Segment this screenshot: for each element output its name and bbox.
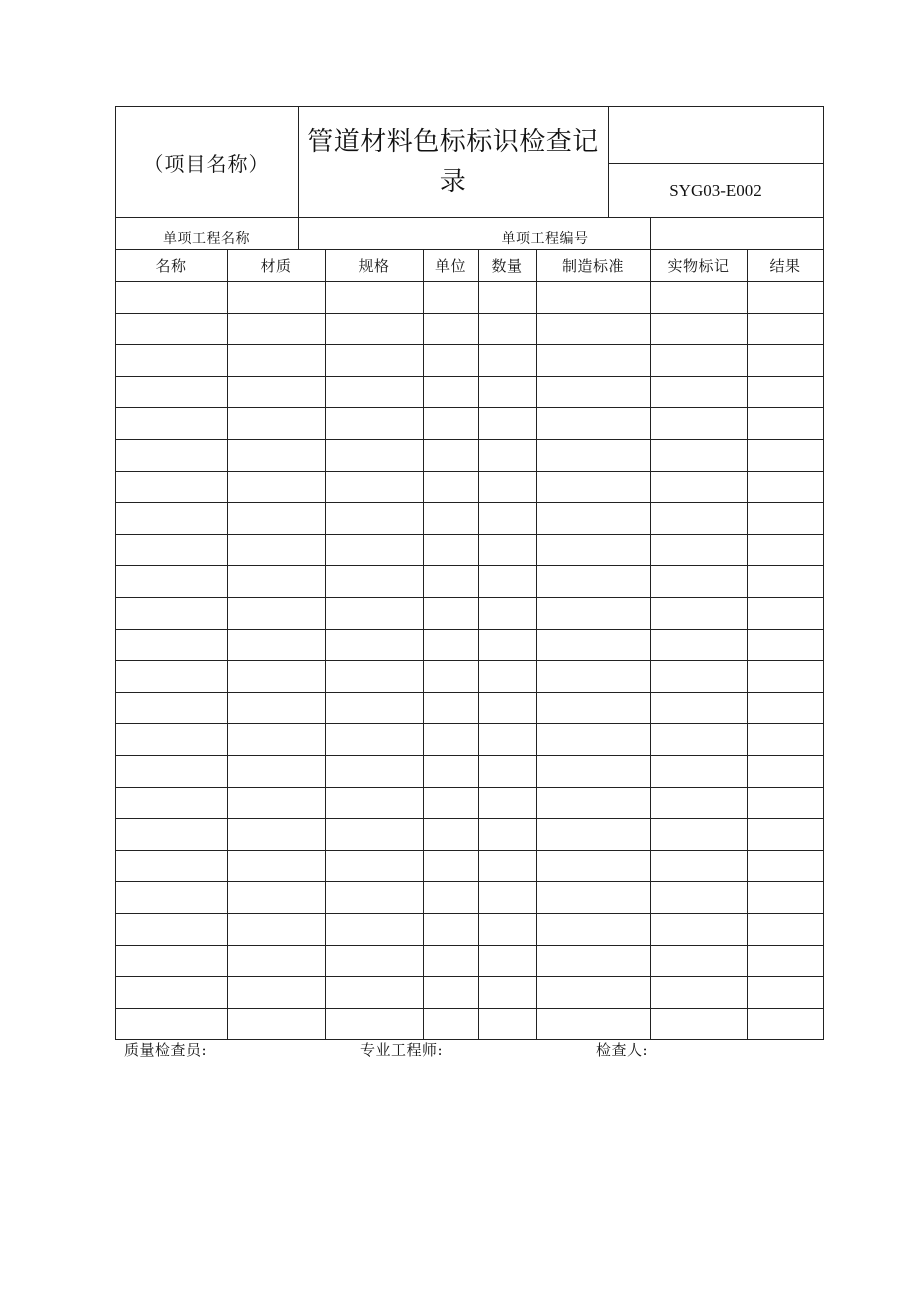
project-name: （项目名称）: [143, 151, 270, 176]
table-row: [115, 945, 823, 977]
document-title-line2: 录: [439, 167, 467, 197]
grid-line: [115, 439, 824, 440]
grid-line: [115, 850, 824, 851]
table-row: [115, 850, 823, 882]
grid-line: [115, 1039, 824, 1040]
grid-line: [115, 818, 824, 819]
grid-line: [115, 471, 824, 472]
column-header: 数量: [491, 256, 523, 275]
grid-line: [608, 163, 824, 164]
column-header: 单位: [434, 256, 466, 275]
table-row: [115, 313, 823, 345]
grid-line: [115, 281, 824, 282]
grid-line: [650, 217, 651, 250]
table-row: [115, 629, 823, 661]
document-title: [298, 107, 608, 217]
document-code: SYG03-E002: [669, 180, 762, 200]
grid-line: [115, 106, 824, 107]
grid-line: [115, 723, 824, 724]
grid-line: [115, 597, 824, 598]
column-header: 规格: [358, 256, 390, 275]
grid-line: [298, 106, 299, 250]
grid-line: [115, 565, 824, 566]
grid-line: [115, 660, 824, 661]
grid-line: [325, 249, 326, 1040]
grid-line: [115, 344, 824, 345]
subproject-number-label: 单项工程编号: [501, 231, 589, 247]
grid-line: [423, 249, 424, 1040]
table-row: [115, 818, 823, 850]
professional-engineer-label: 专业工程师:: [360, 1040, 444, 1059]
grid-line: [115, 692, 824, 693]
grid-line: [608, 106, 609, 218]
quality-inspector-label: 质量检查员:: [124, 1040, 208, 1059]
table-row: [115, 692, 823, 724]
grid-line: [227, 249, 228, 1040]
table-row: [115, 660, 823, 692]
grid-line: [115, 881, 824, 882]
table-row: [115, 1008, 823, 1040]
grid-line: [115, 249, 824, 250]
table-row: [115, 565, 823, 597]
grid-line: [478, 249, 479, 1040]
grid-line: [115, 787, 824, 788]
grid-line: [115, 945, 824, 946]
table-row: [115, 502, 823, 534]
grid-line: [115, 106, 116, 1040]
grid-line: [536, 249, 537, 1040]
inspector-label: 检查人:: [596, 1040, 649, 1059]
table-row: [115, 723, 823, 755]
table-row: [115, 281, 823, 313]
grid-line: [115, 1008, 824, 1009]
table-row: [115, 913, 823, 945]
table-row: [115, 376, 823, 408]
subproject-name-label: 单项工程名称: [163, 231, 250, 247]
column-header: 名称: [155, 256, 187, 275]
grid-line: [115, 976, 824, 977]
table-row: [115, 407, 823, 439]
table-row: [115, 344, 823, 376]
grid-line: [115, 755, 824, 756]
grid-line: [115, 376, 824, 377]
document-title-line1: 管道材料色标标识检查记: [307, 127, 599, 157]
column-header: 实物标记: [667, 256, 730, 275]
grid-line: [115, 217, 824, 218]
table-row: [115, 534, 823, 566]
grid-line: [115, 502, 824, 503]
grid-line: [115, 407, 824, 408]
column-header: 制造标准: [561, 256, 624, 275]
grid-line: [115, 534, 824, 535]
grid-line: [115, 313, 824, 314]
table-row: [115, 471, 823, 503]
table-row: [115, 597, 823, 629]
table-row: [115, 755, 823, 787]
grid-line: [747, 249, 748, 1040]
table-row: [115, 881, 823, 913]
column-header: 结果: [769, 256, 801, 275]
column-header: 材质: [260, 256, 292, 275]
grid-line: [650, 249, 651, 1040]
table-row: [115, 976, 823, 1008]
grid-line: [115, 913, 824, 914]
table-row: [115, 439, 823, 471]
grid-line: [823, 106, 824, 1040]
grid-line: [115, 629, 824, 630]
table-row: [115, 787, 823, 819]
